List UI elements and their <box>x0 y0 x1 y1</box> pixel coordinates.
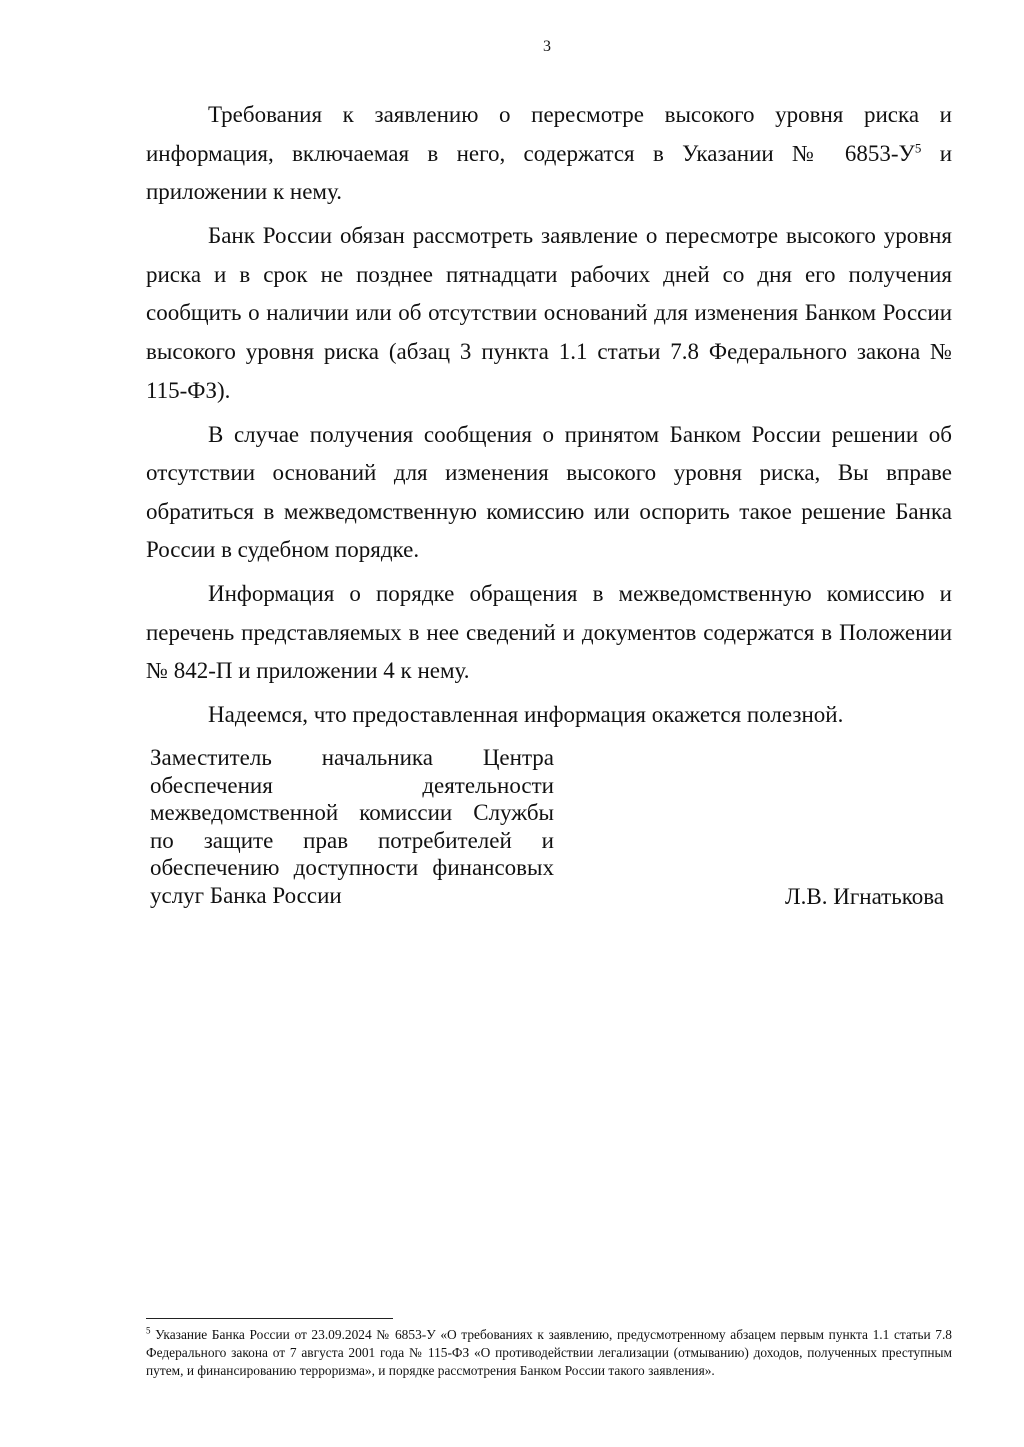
position-line: Заместитель начальника Центра <box>150 745 554 770</box>
paragraph-4: Информация о порядке обращения в межведомственную комиссию и перечень представляемых в нее сведений и документов содержатся в Положении № 842-П и приложении 4 к нему. <box>146 581 952 684</box>
paragraph-3: В случае получения сообщения о принятом Банком России решении об отсутствии оснований для изменения высокого уровня риска, Вы вправе обратиться в межведомственную комиссию или оспорить такое решение Банка России в судебном порядке. <box>146 421 952 563</box>
paragraph-1 <box>146 96 952 212</box>
paragraph-1-text-end: и приложении к нему. <box>146 140 953 205</box>
footnote-divider <box>146 1318 393 1319</box>
signatory-position <box>150 744 554 909</box>
position-line: обеспечению доступности финансовых <box>150 855 554 880</box>
paragraph-5: Надеемся, что предоставленная информация окажется полезной. <box>208 702 844 728</box>
footnote-marker: 5 <box>146 1325 151 1336</box>
signatory-name: Л.В. Игнатькова <box>785 884 944 909</box>
paragraph-2: Банк России обязан рассмотреть заявление о пересмотре высокого уровня риска и в срок не позднее пятнадцати рабочих дней со дня его получения сообщить о наличии или об отсутствии оснований для изменения Банком России высокого уровня риска (абзац 3 пункта 1.1 статьи 7.8 Федерального закона № 115-ФЗ). <box>146 223 952 403</box>
paragraph-1-text: Требования к заявлению о пересмотре высокого уровня риска и информация, включаемая в него, содержатся в Указании № 6853-У <box>146 102 952 166</box>
position-line: услуг Банка России <box>150 882 342 908</box>
page-number: 3 <box>543 38 551 55</box>
position-line: по защите прав потребителей и <box>150 827 554 853</box>
position-line: обеспечения деятельности <box>150 772 554 798</box>
footnote <box>146 1326 952 1379</box>
footnote-text: Указание Банка России от 23.09.2024 № 6853-У «О требованиях к заявлению, предусмотренному абзацем первым пункта 1.1 статьи 7.8 Федерального закона от 7 августа 2001 года № 115-ФЗ «О противодействии легализации (отмыванию) доходов, полученных преступным путем, и финансированию терроризма», и порядке рассмотрения Банком России такого заявления». <box>146 1327 952 1378</box>
position-line: межведомственной комиссии Службы <box>150 800 554 825</box>
footnote-reference[interactable]: 5 <box>914 139 922 155</box>
letter-body <box>146 96 952 740</box>
